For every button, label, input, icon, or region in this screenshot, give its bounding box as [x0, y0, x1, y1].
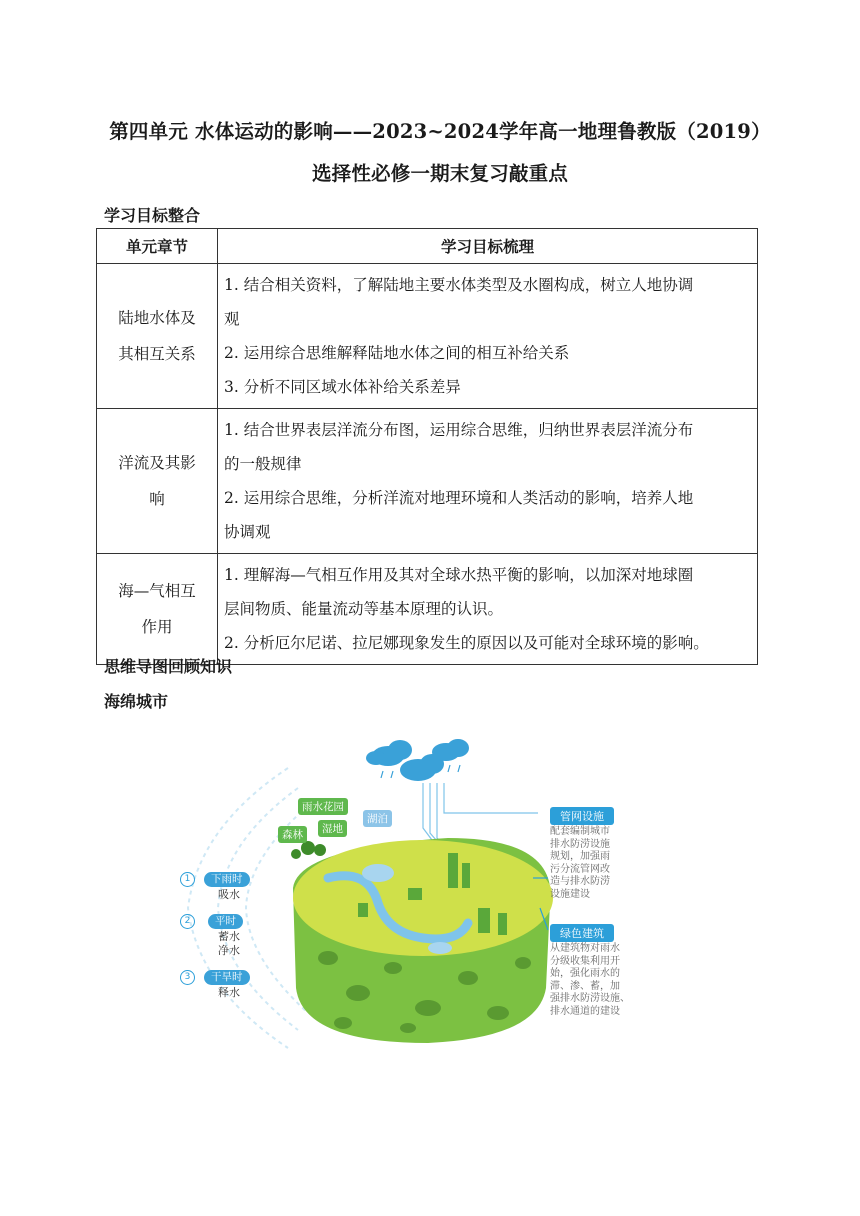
goal-line: 的一般规律: [224, 455, 302, 473]
goal-line: 3. 分析不同区域水体补给关系差异: [224, 378, 461, 396]
header-chapter: 单元章节: [97, 229, 218, 264]
step-label-rain: 下雨时: [204, 872, 250, 887]
goals-table: [96, 228, 758, 665]
section-heading-goals: 学习目标整合: [104, 206, 201, 225]
chapter-cell: [97, 409, 218, 554]
step-label-normal: 平时: [208, 914, 243, 929]
chapter-cell: [97, 264, 218, 409]
table-row: [97, 264, 758, 409]
table-header-row: [97, 229, 758, 264]
label-lake: 湖泊: [363, 810, 392, 827]
chapter-text: 响: [149, 490, 165, 508]
step-number: 2: [180, 914, 195, 929]
chapter-text: 海—气相互: [118, 582, 196, 600]
step-text: 释水: [218, 986, 240, 999]
goal-line: 2. 运用综合思维解释陆地水体之间的相互补给关系: [224, 344, 570, 362]
chapter-text: 洋流及其影: [118, 454, 196, 472]
step-number: 1: [180, 872, 195, 887]
goal-line: 观: [224, 310, 240, 328]
step-number: 3: [180, 970, 195, 985]
label-rain-garden: 雨水花园: [298, 798, 348, 815]
goals-cell: [218, 554, 758, 665]
table-row: [97, 409, 758, 554]
page-title-line2: 选择性必修一期末复习敲重点: [311, 162, 569, 185]
page-title-line1: 第四单元 水体运动的影响——2023~2024学年高一地理鲁教版（2019）: [109, 120, 771, 143]
goal-line: 1. 结合世界表层洋流分布图，运用综合思维，归纳世界表层洋流分布: [224, 421, 694, 439]
step-text: 吸水: [218, 888, 240, 901]
chapter-text: 作用: [141, 618, 173, 636]
goal-line: 层间物质、能量流动等基本原理的认识。: [224, 600, 504, 618]
goal-line: 1. 理解海—气相互作用及其对全球水热平衡的影响，以加深对地球圈: [224, 566, 694, 584]
pipe-description: 配套编制城市 排水防涝设施 规划，加强雨 污分流管网改 造与排水防涝 设施建设: [550, 826, 610, 900]
chapter-cell: [97, 554, 218, 665]
step-text: 蓄水: [218, 930, 240, 943]
label-pipe-facilities: 管网设施: [550, 807, 614, 825]
goal-line: 协调观: [224, 523, 271, 541]
label-wetland: 湿地: [318, 820, 347, 837]
label-green-building: 绿色建筑: [550, 924, 614, 942]
goals-cell: [218, 264, 758, 409]
section-heading-sponge-city: 海绵城市: [104, 692, 169, 711]
goal-line: 1. 结合相关资料，了解陆地主要水体类型及水圈构成，树立人地协调: [224, 276, 694, 294]
goals-cell: [218, 409, 758, 554]
step-label-drought: 干旱时: [204, 970, 250, 985]
label-forest: 森林: [278, 826, 307, 843]
step-text: 净水: [218, 944, 240, 957]
green-building-description: 从建筑物对雨水 分级收集利用开 始，强化雨水的 滞、渗、蓄，加 强排水防涝设施、 排水通道的建设: [550, 943, 630, 1017]
goal-line: 2. 分析厄尔尼诺、拉尼娜现象发生的原因以及可能对全球环境的影响。: [224, 634, 709, 652]
header-goals: 学习目标梳理: [218, 229, 758, 264]
table-row: [97, 554, 758, 665]
chapter-text: 陆地水体及: [118, 309, 196, 327]
section-heading-mindmap: 思维导图回顾知识: [104, 657, 233, 676]
goal-line: 2. 运用综合思维，分析洋流对地理环境和人类活动的影响，培养人地: [224, 489, 694, 507]
sponge-city-figure: [178, 738, 648, 1060]
chapter-text: 其相互关系: [118, 345, 196, 363]
